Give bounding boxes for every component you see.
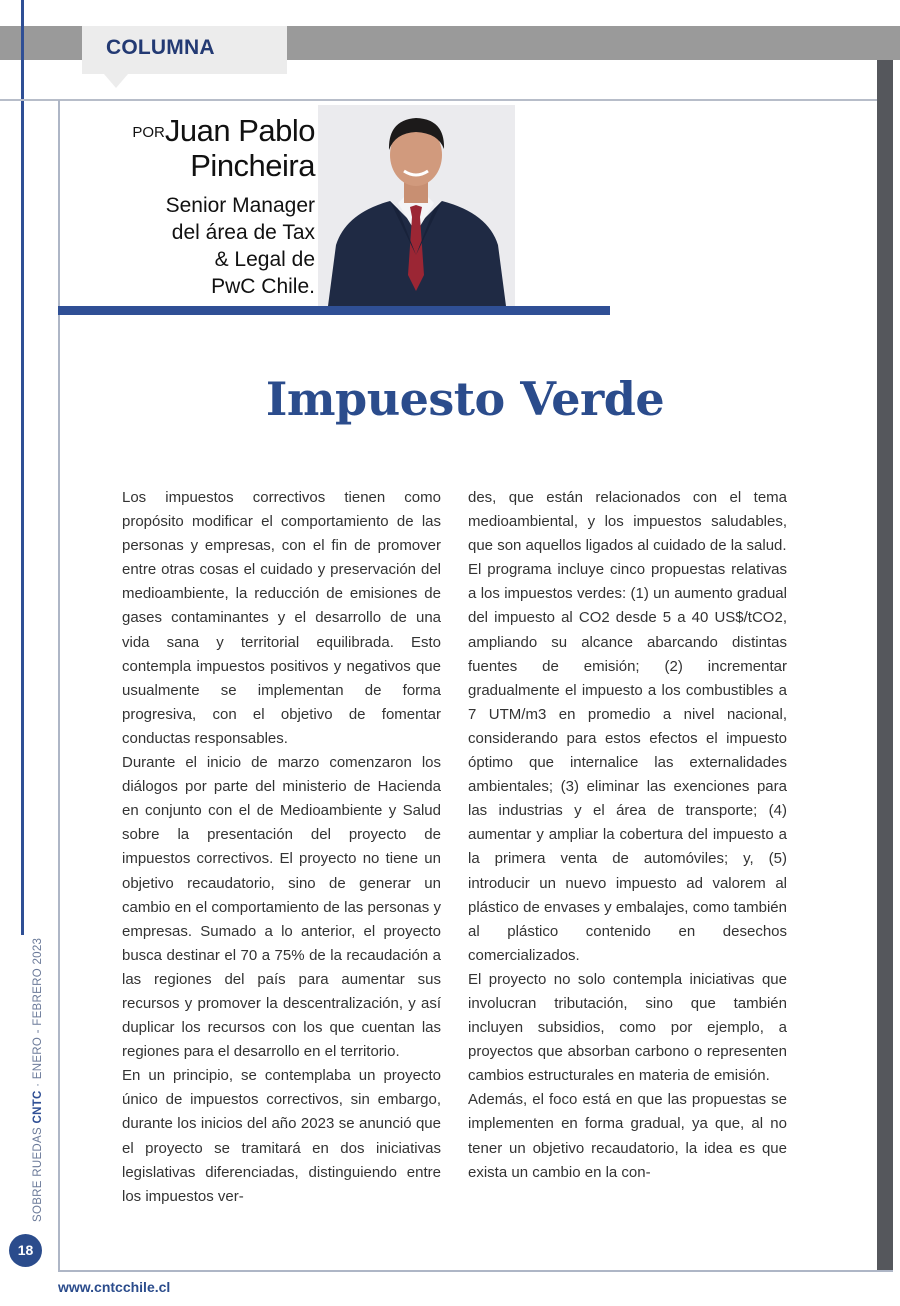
author-role-line: PwC Chile. — [211, 275, 315, 298]
article-paragraph: El programa incluye cinco propuestas relativas a los impuestos verdes: (1) un aumento gradual del impuesto al CO2 desde 5 a 40 US$/tCO2, ampliando su alcance abarcando distintas fuentes de emisión; (2) incrementar gradualmente el impuesto a los combustibles a 7 UTM/m3 en promedio a nivel nacional, considerando para estos efectos el impuesto óptimo que internalice las externalidades ambientales; (3) eliminar las exenciones para las industrias y el área de transporte; (4) aumentar y ampliar la cobertura del impuesto a la primera venta de automóviles; y, (5) introducir un nuevo impuesto ad valorem al plástico de envases y embalajes, como también al plástico contenido en desechos comercializados. — [468, 561, 787, 964]
byline-prefix: POR — [132, 124, 165, 141]
author-photo — [318, 105, 515, 306]
section-tab-notch — [104, 74, 128, 88]
article-paragraph: Durante el inicio de marzo comenzaron los diálogos por parte del ministerio de Hacienda en conjunto con el de Medioambiente y Salud sobre la presentación del proyecto de impuestos correctivos. El proyecto no tiene un objetivo recaudatorio, sino de generar un cambio en el comportamiento de las personas y empresas. Sumado a lo anterior, el proyecto busca destinar el 70 a 75% de la recaudación a las regiones del país para aumentar sus recursos y promover la descentralización, y así duplicar los recursos con los que cuentan las regiones para el desarrollo en el territorio. — [122, 754, 441, 1061]
author-name-first: Juan Pablo — [164, 113, 315, 148]
magazine-edition: · ENERO - FEBRERO 2023 — [32, 937, 44, 1091]
article-column-right — [468, 486, 787, 1185]
magazine-brand: CNTC — [32, 1090, 44, 1124]
left-accent-rule — [21, 0, 24, 935]
page-frame-right-bar — [877, 60, 893, 1270]
author-name-last: Pincheira — [190, 148, 315, 183]
author-role — [100, 192, 315, 300]
page-number-badge: 18 — [9, 1234, 42, 1267]
article-paragraph: des, que están relacionados con el tema medioambiental, y los impuestos saludables, que son aquellos ligados al cuidado de la salud. — [468, 489, 787, 555]
article-paragraph: Los impuestos correctivos tienen como propósito modificar el comportamiento de las personas y empresas, con el fin de promover entre otras cosas el cuidado y preservación del medioambiente, la reducción de emisiones de gases contaminantes y el desarrollo de una vida sana y territorial equilibrada. Esto contempla impuestos positivos y negativos que usualmente se implementan de forma progresiva, con el objetivo de fomentar conductas responsables. — [122, 489, 441, 747]
article-title: Impuesto Verde — [265, 372, 665, 426]
article-paragraph: Además, el foco está en que las propuestas se implementen en forma gradual, ya que, al no tener un objetivo recaudatorio, la idea es que exista un cambio en la con- — [468, 1091, 787, 1181]
author-byline — [100, 113, 315, 300]
author-portrait-illustration — [318, 105, 515, 306]
author-accent-bar — [58, 306, 610, 315]
article-paragraph: En un principio, se contemplaba un proyecto único de impuestos correctivos, sin embargo, durante los inicios del año 2023 se anunció que el proyecto se tramitará en dos iniciativas legislativas diferenciadas, distinguiendo entre los impuestos ver- — [122, 1067, 441, 1205]
article-paragraph: El proyecto no solo contempla iniciativas que involucran tributación, sino que también incluyen subsidios, como por ejemplo, a proyectos que absorban carbono o representen cambios estructurales en materia de emisión. — [468, 970, 787, 1085]
header-divider — [0, 99, 877, 101]
page-frame-left — [58, 100, 60, 1272]
magazine-edition-label — [32, 938, 44, 1222]
magazine-name-prefix: SOBRE RUEDAS — [32, 1123, 44, 1222]
author-role-line: Senior Manager — [165, 194, 315, 217]
author-role-line: & Legal de — [214, 248, 315, 271]
article-column-left — [122, 486, 441, 1209]
footer-website-link[interactable]: www.cntcchile.cl — [58, 1279, 171, 1295]
section-label: COLUMNA — [106, 36, 215, 59]
page-frame-bottom — [58, 1270, 893, 1272]
author-role-line: del área de Tax — [171, 221, 315, 244]
